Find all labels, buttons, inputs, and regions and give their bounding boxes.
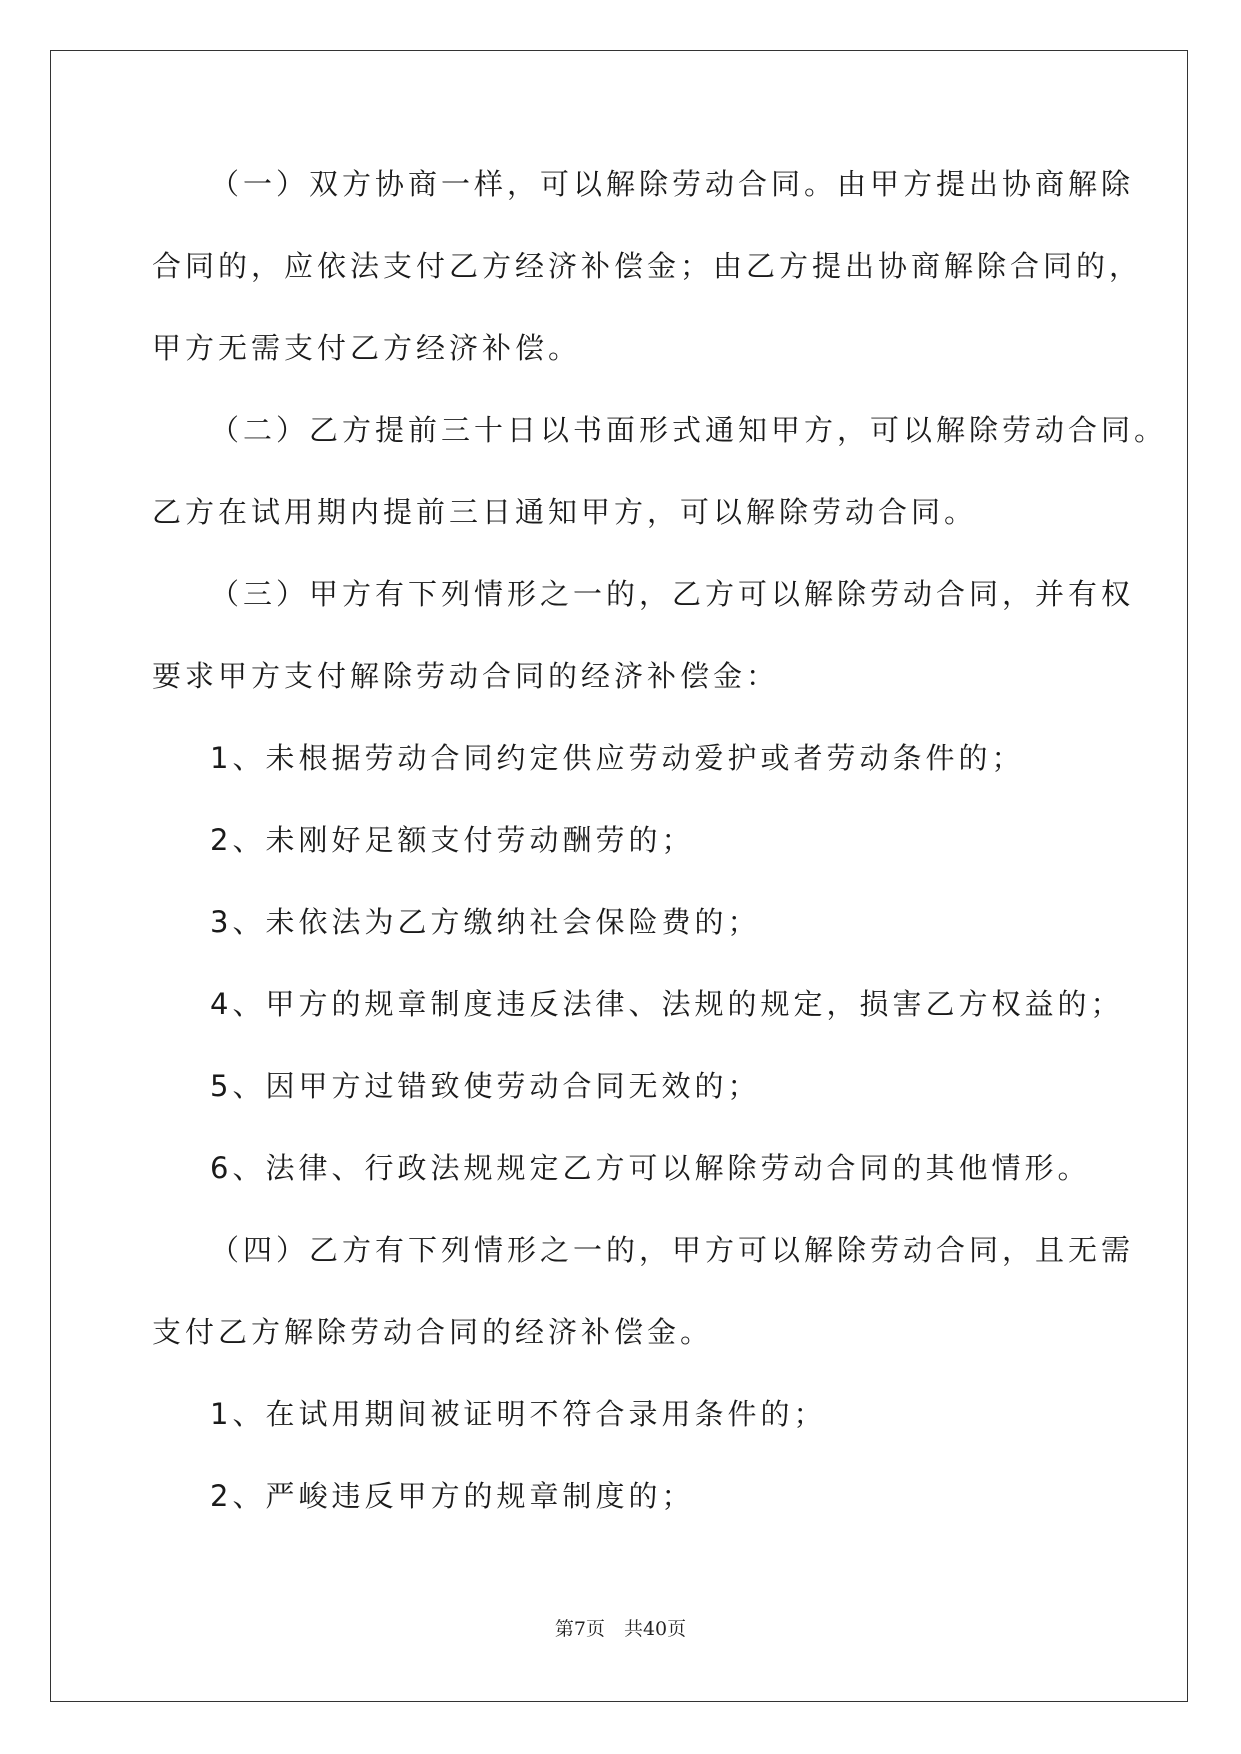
text-line-16: 1、在试用期间被证明不符合录用条件的；: [210, 1397, 827, 1431]
text-line-15: 支付乙方解除劳动合同的经济补偿金。: [152, 1315, 714, 1349]
text-line-12: 5、因甲方过错致使劳动合同无效的；: [210, 1069, 761, 1103]
text-line-13: 6、法律、行政法规规定乙方可以解除劳动合同的其他情形。: [210, 1151, 1091, 1185]
text-line-6: （三）甲方有下列情形之一的，乙方可以解除劳动合同，并有权: [210, 577, 1135, 611]
text-line-4: （二）乙方提前三十日以书面形式通知甲方，可以解除劳动合同。: [210, 413, 1168, 447]
text-line-8: 1、未根据劳动合同约定供应劳动爱护或者劳动条件的；: [210, 741, 1025, 775]
text-line-5: 乙方在试用期内提前三日通知甲方，可以解除劳动合同。: [152, 495, 978, 529]
document-body: [152, 162, 1168, 1556]
text-line-2: 合同的，应依法支付乙方经济补偿金；由乙方提出协商解除合同的，: [152, 249, 1143, 283]
text-line-7: 要求甲方支付解除劳动合同的经济补偿金：: [152, 659, 780, 693]
text-line-1: （一）双方协商一样，可以解除劳动合同。由甲方提出协商解除: [210, 167, 1135, 201]
text-line-3: 甲方无需支付乙方经济补偿。: [152, 331, 582, 365]
text-line-10: 3、未依法为乙方缴纳社会保险费的；: [210, 905, 761, 939]
text-line-11: 4、甲方的规章制度违反法律、法规的规定，损害乙方权益的；: [210, 987, 1124, 1021]
page-number-footer: 第7页 共40页: [554, 1618, 687, 1640]
text-line-17: 2、严峻违反甲方的规章制度的；: [210, 1479, 695, 1513]
text-line-14: （四）乙方有下列情形之一的，甲方可以解除劳动合同，且无需: [210, 1233, 1135, 1267]
text-line-9: 2、未刚好足额支付劳动酬劳的；: [210, 823, 695, 857]
